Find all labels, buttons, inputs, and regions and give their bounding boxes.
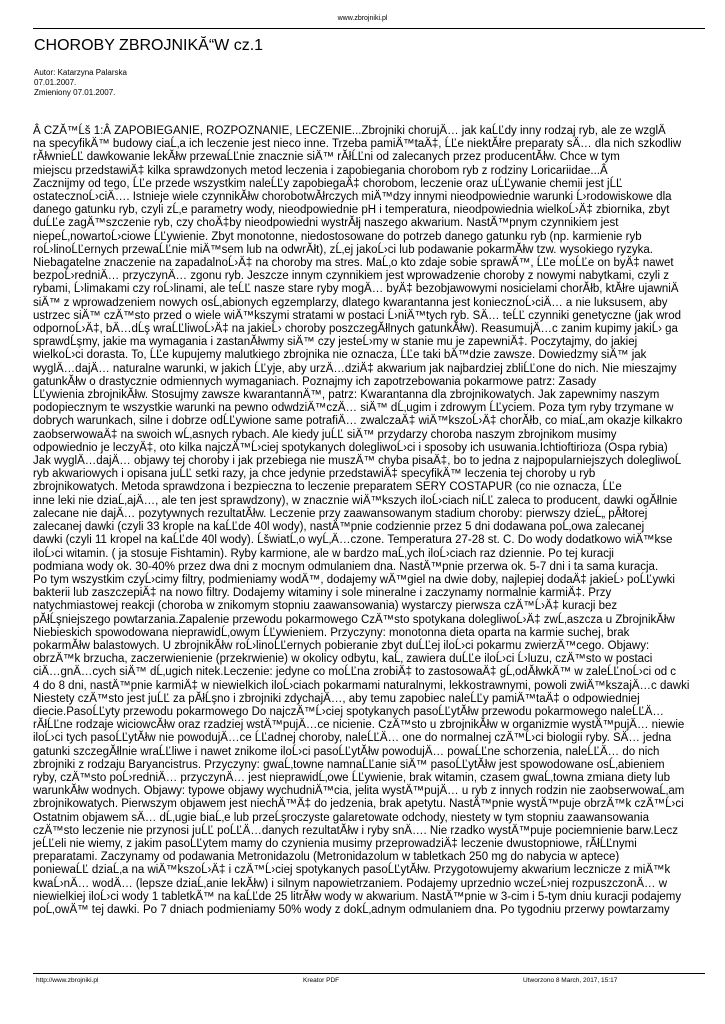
body-text-line: Niebieskich spowodowana nieprawidĹ‚owym ĹĽywieniem. Przyczyny: monotonna dieta oparta na karmie suchej, brak: [33, 626, 630, 639]
body-text-line: Jak wyglÄ…dajÄ… objawy tej choroby i jak przebiega nie muszÄ™ chyba pisaÄ‡, bo to jedna z najpopularniejszych dolegliwoĹ: [33, 455, 682, 468]
body-text-line: zalecane nie dajÄ… pozytywnych rezultatĂłw. Leczenie przy zaawansowanym stadium choroby: pierwszy dzieĹ„ pĂłtorej: [33, 507, 648, 520]
body-text-line: obrzÄ™k brzucha, zaczerwienienie (przekrwienie) w okolicy odbytu, kaĹ‚ zawiera duĹĽe iloĹ›ci Ĺ›luzu, czÄ™sto w postaci: [33, 653, 653, 666]
body-text-line: danego gatunku ryb, czyli zĹ‚e parametry wody, nieodpowiednie pH i temperatura, nieodpowiednia wielkoĹ›Ä‡ zbiornika, zbyt: [33, 204, 670, 217]
body-text-line: zbrojnikowatych. Metoda sprawdzona i bezpieczna to leczenie preparatem SERY COSTAPUR (co nie oznacza, ĹĽe: [33, 481, 622, 494]
body-text-line: zaobserwowaÄ‡ na swoich wĹ‚asnych rybach. Ale kiedy juĹĽ siÄ™ przydarzy choroba naszym zbrojnikom musimy: [33, 428, 617, 441]
body-text-line: zbrojniki z rodzaju Baryancistrus. Przyczyny: gwaĹ‚towne namnaĹĽanie siÄ™ pasoĹĽytĂłw jest spowodowane osĹ‚abieniem: [33, 758, 665, 771]
body-text-line: gatunkĂłw o drastycznie odmiennych wymaganiach. Poznajmy ich zapotrzebowania pokarmowe patrz: Zasady: [33, 375, 597, 388]
body-text-line: podmiana wody ok. 30-40% przez dwa dni z mocnym odmulaniem dna. NastÄ™pnie przerwa ok. 5-7 dni i ta sama kuracja.: [33, 560, 659, 573]
publish-date: 07.01.2007.: [34, 78, 77, 87]
article-title: CHOROBY ZBROJNIKĂ“W cz.1: [34, 37, 264, 54]
body-text-line: warunkĂłw wodnych. Objawy: typowe objawy wychudniÄ™cia, jelita wystÄ™pujÄ… u ryb z innych rodzin nie zaobserwowaĹ‚am: [33, 785, 685, 798]
body-text-line: ryb akwariowych i opisana juĹĽ setki razy, ja chce jedynie przedstawiÄ‡ specyfikÄ™ leczenia tej choroby u ryb: [33, 468, 596, 481]
body-text-line: bezpoĹ›redniÄ… przyczynÄ… zgonu ryb. Jeszcze innym czynnikiem jest wprowadzenie choroby z nowymi nabytkami, czyli z: [33, 270, 669, 283]
body-text-line: roĹ›linoĹĽernych przewaĹĽnie miÄ™sem lub na odwrĂłt), zĹ‚ej jakoĹ›ci lub podawanie pokarmĂłw tzw. wysokiego ryzyka.: [33, 243, 654, 256]
body-text-line: ĹĽywienia zbrojnikĂłw. Stosujmy zawsze kwarantannÄ™, patrz: Kwarantanna dla zbrojnikowatych. Jak zapewnimy naszym: [33, 389, 660, 402]
body-text-line: bakterii lub zaszczepiÄ‡ na nowo filtry. Dodajemy witaminy i sole mineralne i zaczynamy normalnie karmiÄ‡. Przy: [33, 587, 612, 600]
footer-url: http://www.zbrojniki.pl: [36, 977, 99, 984]
body-text-line: rĂłĹĽne rodzaje wiciowcĂłw oraz rzadziej wstÄ™pujÄ…ce nicienie. CzÄ™sto u zbrojnikĂłw w organizmie wystÄ™pujÄ… niewie: [33, 719, 685, 732]
body-text-line: jeĹĽeli nie wiemy, z jakim pasoĹĽytem mamy do czynienia musimy przeprowadziÄ‡ leczenie dwustopniowe, rĂłĹĽnymi: [33, 837, 637, 850]
body-text-line: ciÄ…gnÄ…cych siÄ™ dĹ‚ugich nitek.Leczenie: jedyne co moĹĽna zrobiÄ‡ to zastosowaÄ‡ gĹ‚odĂłwkÄ™ w zaleĹĽnoĹ›ci od c: [33, 666, 677, 679]
modified-line: Zmieniony 07.01.2007.: [34, 88, 116, 97]
body-text-line: dobrych warunkach, silne i dobrze odĹĽywione same potrafiÄ… zwalczaÄ‡ wiÄ™kszoĹ›Ä‡ chorĂłb, co miaĹ‚am okazje kilkakro: [33, 415, 683, 428]
body-text-line: Zacznijmy od tego, ĹĽe przede wszystkim naleĹĽy zapobiegaÄ‡ chorobom, leczenie oraz uĹĽywanie chemii jest jĹĽ: [33, 177, 623, 190]
body-text-line: czÄ™sto leczenie nie przynosi juĹĽ poĹĽÄ…danych rezultatĂłw i ryby snÄ…. Nie rzadko wystÄ™puje pociemnienie barw.Lecz: [33, 824, 678, 837]
body-text-line: odpornoĹ›Ä‡, bÄ…dĹş wraĹĽliwoĹ›Ä‡ na jakieĹ› choroby poszczegĂłlnych gatunkĂłw). ReasumujÄ…c zanim kupimy jakiĹ› ga: [33, 323, 678, 336]
body-text-line: ustrzec siÄ™ czÄ™sto przed o wiele wiÄ™kszymi stratami w postaci Ĺ›niÄ™tych ryb. SÄ… teĹĽ czynniki genetyczne (jak wrod: [33, 309, 682, 322]
body-text-line: Ostatnim objawem sÄ… dĹ‚ugie biaĹ‚e lub przeĹşroczyste galaretowate odchody, niestety w tym stopniu zaawansowania: [33, 811, 649, 824]
body-text-line: ryby, czÄ™sto poĹ›redniÄ… przyczynÄ… jest nieprawidĹ‚owe ĹĽywienie, brak witamin, czasem gwaĹ‚towna zmiana diety lub: [33, 771, 671, 784]
body-text-line: zbrojnikowatych. Pierwszym objawem jest niechÄ™Ä‡ do jedzenia, brak apetytu. NastÄ™pnie wystÄ™puje obrzÄ™k czÄ™Ĺ›ci: [33, 798, 684, 811]
body-text-line: gatunki szczegĂłlnie wraĹĽliwe i nawet znikome iloĹ›ci pasoĹĽytĂłw powodujÄ… powaĹĽne schorzenia, naleĹĽÄ… do nich: [33, 745, 660, 758]
page-footer: [0, 977, 725, 987]
footer-created-date: Utworzono 8 March, 2017, 15:17: [523, 977, 618, 984]
body-text-line: 4 do 8 dni, nastÄ™pnie karmiÄ‡ w niewielkich iloĹ›ciach pokarmami naturalnymi, lekkostrawnymi, powoli zwiÄ™kszajÄ…c dawki: [33, 679, 690, 692]
body-text-line: miejscu przedstawiÄ‡ kilka sprawdzonych metod leczenia i zapobiegania chorobom ryb z rodziny Loricariidae...Â: [33, 164, 608, 177]
body-text-line: zalecanej dawki (czyli 33 krople na kaĹĽde 40l wody), nastÄ™pnie codziennie przez 5 dni dodawana poĹ‚owa zalecanej: [33, 521, 645, 534]
body-text-line: podopiecznym te wszystkie warunki na pewno odwdziÄ™czÄ… siÄ™ dĹ‚ugim i zdrowym ĹĽyciem. Poza tym ryby trzymane w: [33, 402, 674, 415]
body-text-line: duĹĽe zagÄ™szczenie ryb, czy choÄ‡by nieodpowiedni wystrĂłj naszego akwarium. NastÄ™pnym czynnikiem jest: [33, 217, 619, 230]
body-text-line: siÄ™ z wprowadzeniem nowych osĹ‚abionych egzemplarzy, dlatego kwarantanna jest koniecznoĹ›ciÄ… a nie luksusem, aby: [33, 296, 668, 309]
body-text-line: wielkoĹ›ci dorasta. To, ĹĽe kupujemy malutkiego zbrojnika nie oznacza, ĹĽe taki bÄ™dzie zawsze. Dowiedzmy siÄ™ jak: [33, 349, 647, 362]
body-text-line: dawki (czyli 11 kropel na kaĹĽde 40l wody). ĹšwiatĹ‚o wyĹ‚Ä…czone. Temperatura 27-28 st. C. Do wody dodatkowo wiÄ™kse: [33, 534, 673, 547]
body-text-line: kwaĹ›nÄ… wodÄ… (lepsze dziaĹ‚anie lekĂłw) i silnym napowietrzaniem. Podajemy uprzednio wczeĹ›niej rozpuszczonÄ… w: [33, 877, 668, 890]
body-text-line: sprawdĹşmy, jakie ma wymagania i zastanĂłwmy siÄ™ czy jesteĹ›my w stanie mu je zapewniÄ‡. Poczytajmy, do jakiej: [33, 336, 638, 349]
body-text-line: wyglÄ…dajÄ… naturalne warunki, w jakich ĹĽyje, aby urzÄ…dziÄ‡ akwarium jak najbardziej zbliĹĽone do nich. Nie mieszajmy: [33, 362, 677, 375]
body-text-line: Niestety czÄ™sto jest juĹĽ za pĂłĹşno i zbrojniki zdychajÄ…, aby temu zapobiec naleĹĽy pamiÄ™taÄ‡ o odpowiedniej: [33, 692, 640, 705]
header-divider: [33, 28, 705, 29]
body-text-line: odpowiednio je leczyÄ‡, oto kilka najczÄ™Ĺ›ciej spotykanych dolegliwoĹ›ci i sposoby ich usuwania.Ichtioftirioza (Ospa rybia): [33, 441, 668, 454]
body-text-line: niepeĹ‚nowartoĹ›ciowe ĹĽywienie. Zbyt monotonne, niedostosowane do potrzeb danego gatunku ryb (np. karmienie ryb: [33, 230, 642, 243]
body-text-line: diecie.PasoĹĽyty przewodu pokarmowego Do najczÄ™Ĺ›ciej spotykanych pasoĹĽytĂłw przewodu pokarmowego naleĹĽÄ…: [33, 705, 664, 718]
body-text-line: iloĹ›ci tych pasoĹĽytĂłw nie powodujÄ…ce ĹĽadnej choroby, naleĹĽÄ… one do normalnej czÄ™Ĺ›ci biologii ryby. SÄ… jedna: [33, 732, 672, 745]
body-text-line: ostatecznoĹ›ciÄ…. Istnieje wiele czynnikĂłw chorobotwĂłrczych miÄ™dzy innymi nieodpowiednie warunki Ĺ›rodowiskowe dla: [33, 191, 672, 204]
footer-divider: [33, 973, 705, 974]
body-text-line: inne leki nie dziaĹ‚ajÄ…, ale ten jest sprawdzony), w znacznie wiÄ™kszych iloĹ›ciach niĹĽ zaleca to producent, dawki ogĂłlnie: [33, 494, 678, 507]
body-text-line: Niebagatelne znaczenie na zapadalnoĹ›Ä‡ na choroby ma stres. MaĹ‚o kto zdaje sobie sprawÄ™, ĹĽe moĹĽe on byÄ‡ nawet: [33, 257, 674, 270]
header-site-url: www.zbrojniki.pl: [337, 15, 388, 22]
body-text-line: rĂłwnieĹĽ dawkowanie lekĂłw przewaĹĽnie znacznie siÄ™ rĂłĹĽni od zalecanych przez producentĂłw. Chce w tym: [33, 151, 620, 164]
body-text-line: iloĹ›ci witamin. ( ja stosuje Fishtamin). Ryby karmione, ale w bardzo maĹ‚ych iloĹ›ciach raz dziennie. Po tej kuracji: [33, 547, 614, 560]
footer-generator: Kreator PDF: [303, 977, 340, 984]
article-meta: [34, 68, 127, 98]
article-body: [33, 125, 725, 917]
body-text-line: rybami, Ĺ›limakami czy roĹ›linami, ale teĹĽ nasze stare ryby mogÄ… byÄ‡ bezobjawowymi nosicielami chorĂłb, ktĂłre ujawniÄ: [33, 283, 679, 296]
body-text-line: niewielkiej iloĹ›ci wody 1 tabletkÄ™ na kaĹĽde 25 litrĂłw wody w akwarium. NastÄ™pnie w 3-cim i 5-tym dniu kuracji podajemy: [33, 890, 682, 903]
body-text-line: natychmiastowej reakcji (choroba w znikomym stopniu zaawansowania) wystarczy pierwsza czÄ™Ĺ›Ä‡ kuracji bez: [33, 600, 618, 613]
body-text-line: preparatami. Zaczynamy od podawania Metronidazolu (Metronidazolum w tabletkach 250 mg do nabycia w aptece): [33, 851, 620, 864]
body-text-line: pokarmĂłw balastowych. U zbrojnikĂłw roĹ›linoĹĽernych pobieranie zbyt duĹĽej iloĹ›ci pokarmu zwierzÄ™cego. Objawy:: [33, 639, 650, 652]
body-text-line: Po tym wszystkim czyĹ›cimy filtry, podmieniamy wodÄ™, dodajemy wÄ™giel na dwie doby, najlepiej dodaÄ‡ jakieĹ› poĹĽywki: [33, 573, 675, 586]
body-text-line: pĂłĹşniejszego powtarzania.Zapalenie przewodu pokarmowego CzÄ™sto spotykana dolegliwoĹ›Ä‡ zwĹ‚aszcza u ZbrojnikĂłw: [33, 613, 675, 626]
author-line: Autor: Katarzyna Palarska: [34, 68, 127, 77]
body-text-line: na specyfikÄ™ budowy ciaĹ‚a ich leczenie jest nieco inne. Trzeba pamiÄ™taÄ‡, ĹĽe niektĂłre preparaty sÄ… dla nich szkodliw: [33, 138, 682, 151]
body-text-line: Â CZĂ™Ĺš 1:Â ZAPOBIEGANIE, ROZPOZNANIE, LECZENIE...Zbrojniki chorujÄ… jak kaĹĽdy inny rodzaj ryb, ale ze wzglÄ: [33, 125, 666, 137]
body-text-line: poniewaĹĽ dziaĹ‚a na wiÄ™kszoĹ›Ä‡ i czÄ™Ĺ›ciej spotykanych pasoĹĽytĂłw. Przygotowujemy akwarium lecznicze z miÄ™k: [33, 864, 671, 877]
body-text-line: poĹ‚owÄ™ tej dawki. Po 7 dniach podmieniamy 50% wody z dokĹ‚adnym odmulaniem dna. Po tygodniu przerwy powtarzamy: [33, 903, 670, 916]
